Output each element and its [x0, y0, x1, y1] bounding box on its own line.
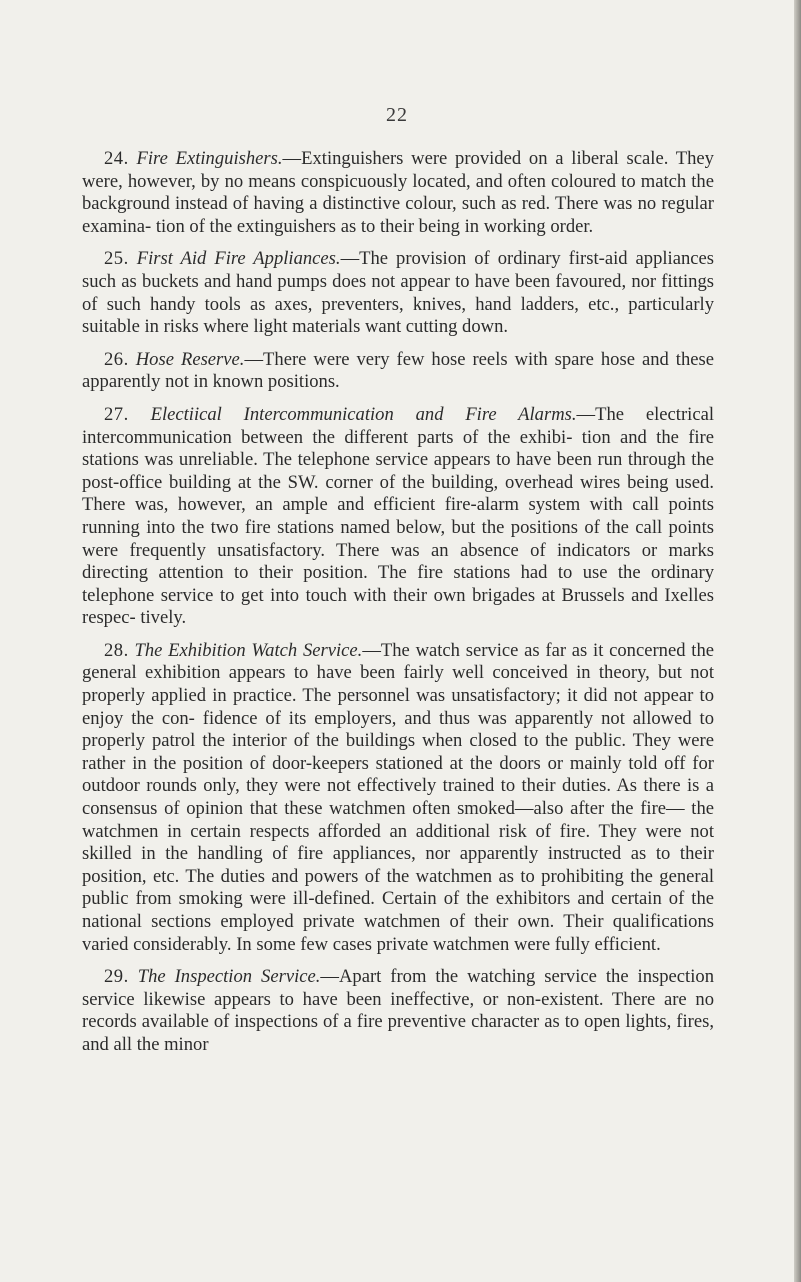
paragraph-number: 24.	[104, 148, 129, 169]
page-number: 22	[386, 104, 408, 126]
paragraph-number: 25.	[104, 248, 129, 270]
paragraph-heading: First Aid Fire Appliances.	[136, 248, 341, 270]
paragraph-text: —The provision of ordinary first-aid appliances such as buckets and hand pumps does not appear to have been favoured, nor fittings of such handy tools as axes, preventers, knives, hand ladders, etc., particularly suitable in risks where light materials want cutting down.	[82, 248, 714, 338]
paragraph-28	[82, 640, 714, 956]
paragraph-number: 28.	[104, 639, 129, 661]
body-text	[82, 148, 714, 1067]
paragraph-heading: The Inspection Service.	[137, 966, 321, 988]
paragraph-text: —The watch service as far as it concerned the general exhibition appears to have been fairly well conceived in theory, but not properly applied in practice. The personnel was unsatisfactory; it did not appear to enjoy the con- fidence of its employers, and thus was apparently not allowed to properly patrol the interior of the buildings when closed to the public. They were rather in the position of door-keepers stationed at the doors or mainly told off for outdoor rounds only, they were not effectively trained to their duties. As there is a consensus of opinion that these watchmen often smoked—also after the fire— the watchmen in certain respects afforded an additional risk of fire. They were not skilled in the handling of fire appliances, nor apparently instructed as to their position, etc. The duties and powers of the watchmen as to prohibiting the general public from smoking were ill-defined. Certain of the exhibitors and certain of the national sections employed private watchmen of their own. Their qualifications varied considerably. In some few cases private watchmen were fully efficient.	[82, 639, 714, 955]
paragraph-heading: Hose Reserve.	[135, 348, 245, 370]
paragraph-27	[82, 404, 714, 630]
paragraph-24	[82, 148, 714, 238]
paragraph-number: 27.	[104, 403, 129, 425]
paragraph-text: —Apart from the watching service the inspection service likewise appears to have been ineffective, or non-existent. There are no records available of inspections of a fire preventive character as to open lights, fires, and all the minor	[82, 966, 714, 1055]
paragraph-26	[82, 349, 714, 394]
paragraph-number: 26.	[104, 348, 129, 370]
paragraph-heading: Fire Extinguishers.	[136, 148, 283, 169]
paragraph-heading: The Exhibition Watch Service.	[134, 639, 363, 661]
paragraph-text: —There were very few hose reels with spare hose and these apparently not in known positions.	[82, 348, 714, 393]
paragraph-25	[82, 248, 714, 338]
page-edge-shadow	[794, 0, 801, 1282]
paragraph-heading: Electiical Intercommunication and Fire Alarms.	[150, 403, 577, 425]
paragraph-text: —Extinguishers were provided on a liberal scale. They were, however, by no means conspicuously located, and often coloured to match the background instead of having a distinctive colour, such as red. There was no regular examina- tion of the extinguishers as to their being in working order.	[82, 148, 714, 237]
paragraph-29	[82, 966, 714, 1056]
paragraph-text: —The electrical intercommunication between the different parts of the exhibi- tion and the fire stations was unreliable. The telephone service appears to have been run through the post-office building at the SW. corner of the building, overhead wires being used. There was, however, an ample and efficient fire-alarm system with call points running into the two fire stations named below, but the positions of the call points were frequently unsatisfactory. There was an absence of indicators or marks directing attention to their position. The fire stations had to use the ordinary telephone service to get into touch with their own brigades at Brussels and Ixelles respec- tively.	[82, 403, 714, 629]
paragraph-number: 29.	[104, 966, 129, 988]
